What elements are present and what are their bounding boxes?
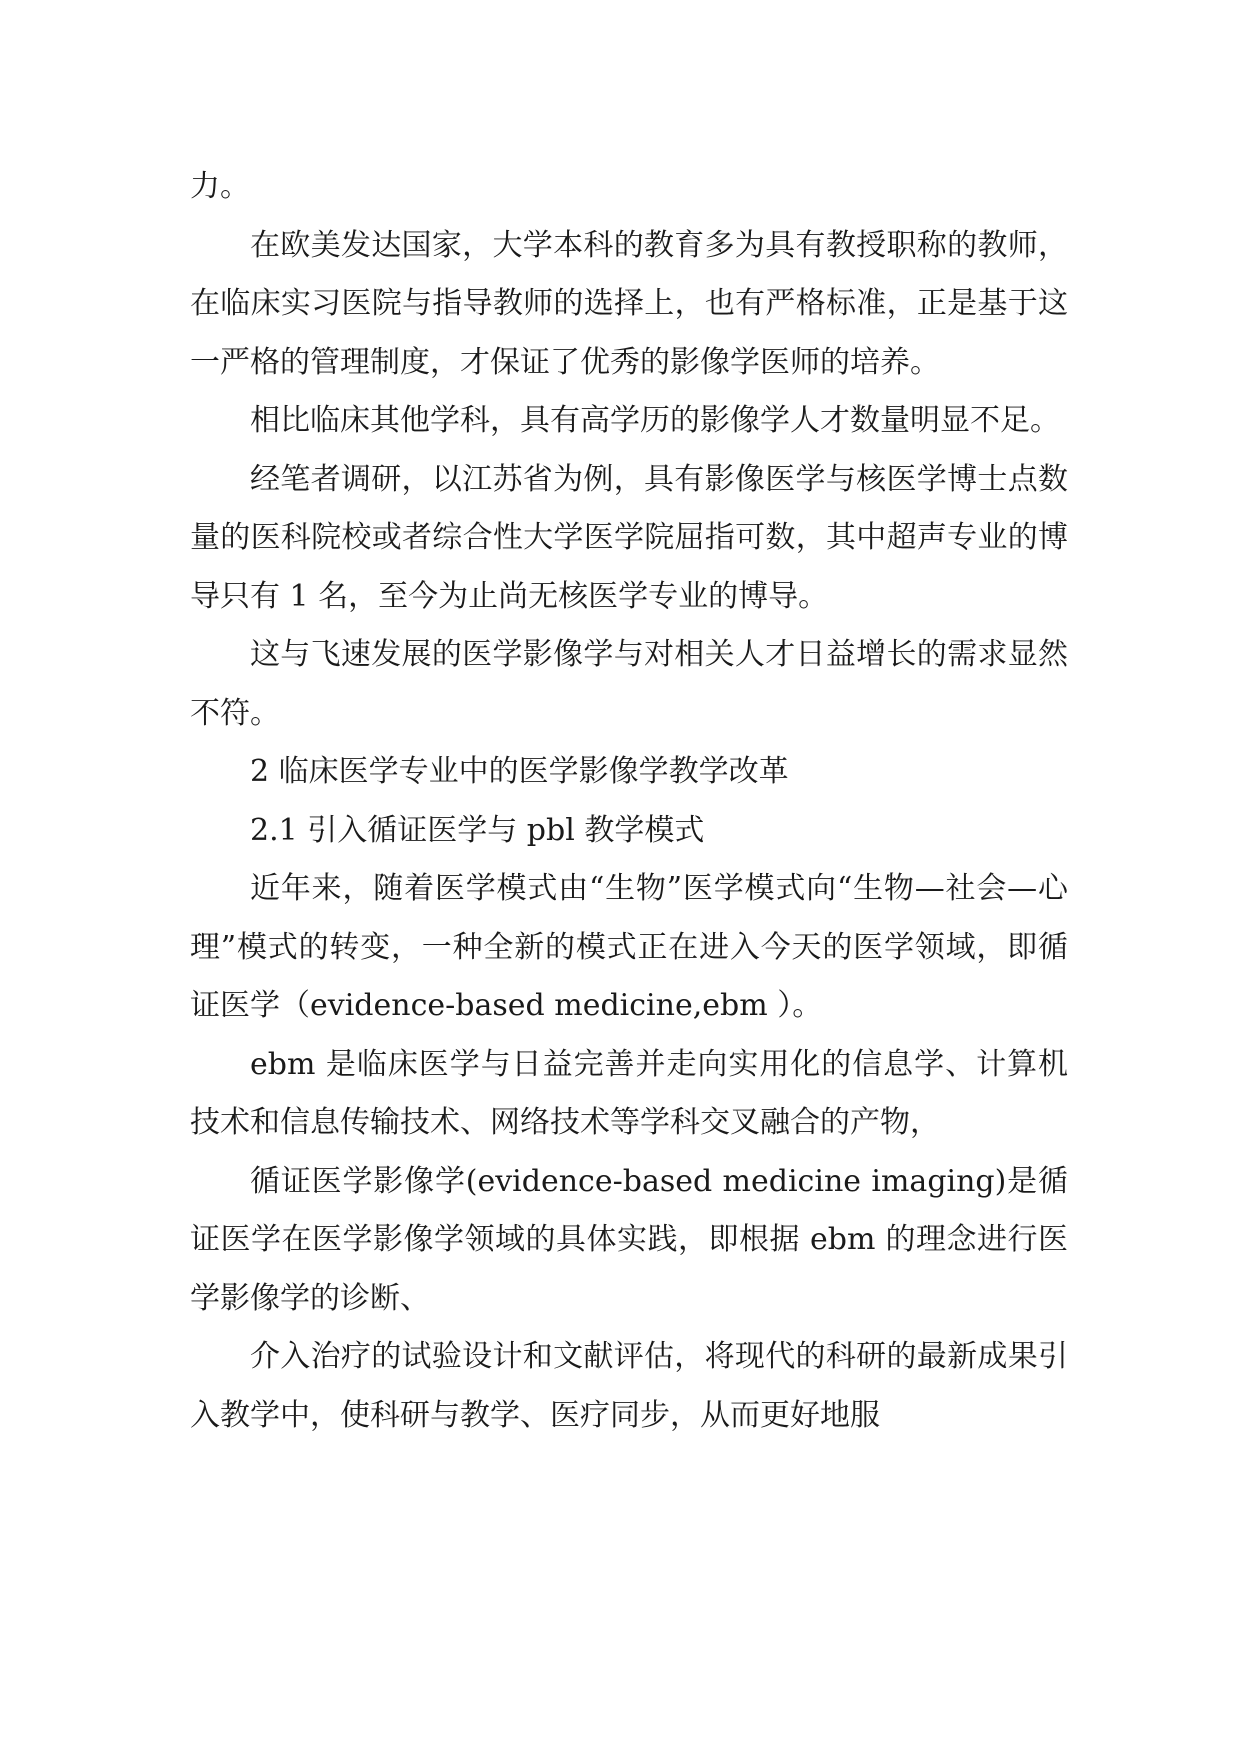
document-body (190, 158, 1068, 1445)
paragraph-2: 在欧美发达国家，大学本科的教育多为具有教授职称的教师，在临床实习医院与指导教师的选择上，也有严格标准，正是基于这一严格的管理制度，才保证了优秀的影像学医师的培养。 (190, 227, 1068, 380)
paragraph-11: 介入治疗的试验设计和文献评估，将现代的科研的最新成果引入教学中，使科研与教学、医疗同步，从而更好地服 (190, 1339, 1068, 1433)
paragraph-3: 相比临床其他学科，具有高学历的影像学人才数量明显不足。 (250, 403, 1060, 438)
paragraph-9: ebm 是临床医学与日益完善并走向实用化的信息学、计算机技术和信息传输技术、网络技术等学科交叉融合的产物， (190, 1046, 1068, 1140)
paragraph-4: 经笔者调研，以江苏省为例，具有影像医学与核医学博士点数量的医科院校或者综合性大学医学院屈指可数，其中超声专业的博导只有 1 名，至今为止尚无核医学专业的博导。 (190, 461, 1068, 614)
paragraph-5: 这与飞速发展的医学影像学与对相关人才日益增长的需求显然不符。 (190, 637, 1068, 731)
paragraph-1: 力。 (190, 169, 250, 204)
section-heading: 2 临床医学专业中的医学影像学教学改革 (250, 754, 789, 789)
paragraph-10: 循证医学影像学(evidence-based medicine imaging)是循证医学在医学影像学领域的具体实践，即根据 ebm 的理念进行医学影像学的诊断、 (190, 1163, 1068, 1316)
paragraph-8: 近年来，随着医学模式由“生物”医学模式向“生物—社会—心理”模式的转变，一种全新的模式正在进入今天的医学领域，即循证医学（evidence-based medicine,ebm ）。 (190, 871, 1068, 1023)
subsection-heading: 2.1 引入循证医学与 pbl 教学模式 (250, 812, 705, 848)
